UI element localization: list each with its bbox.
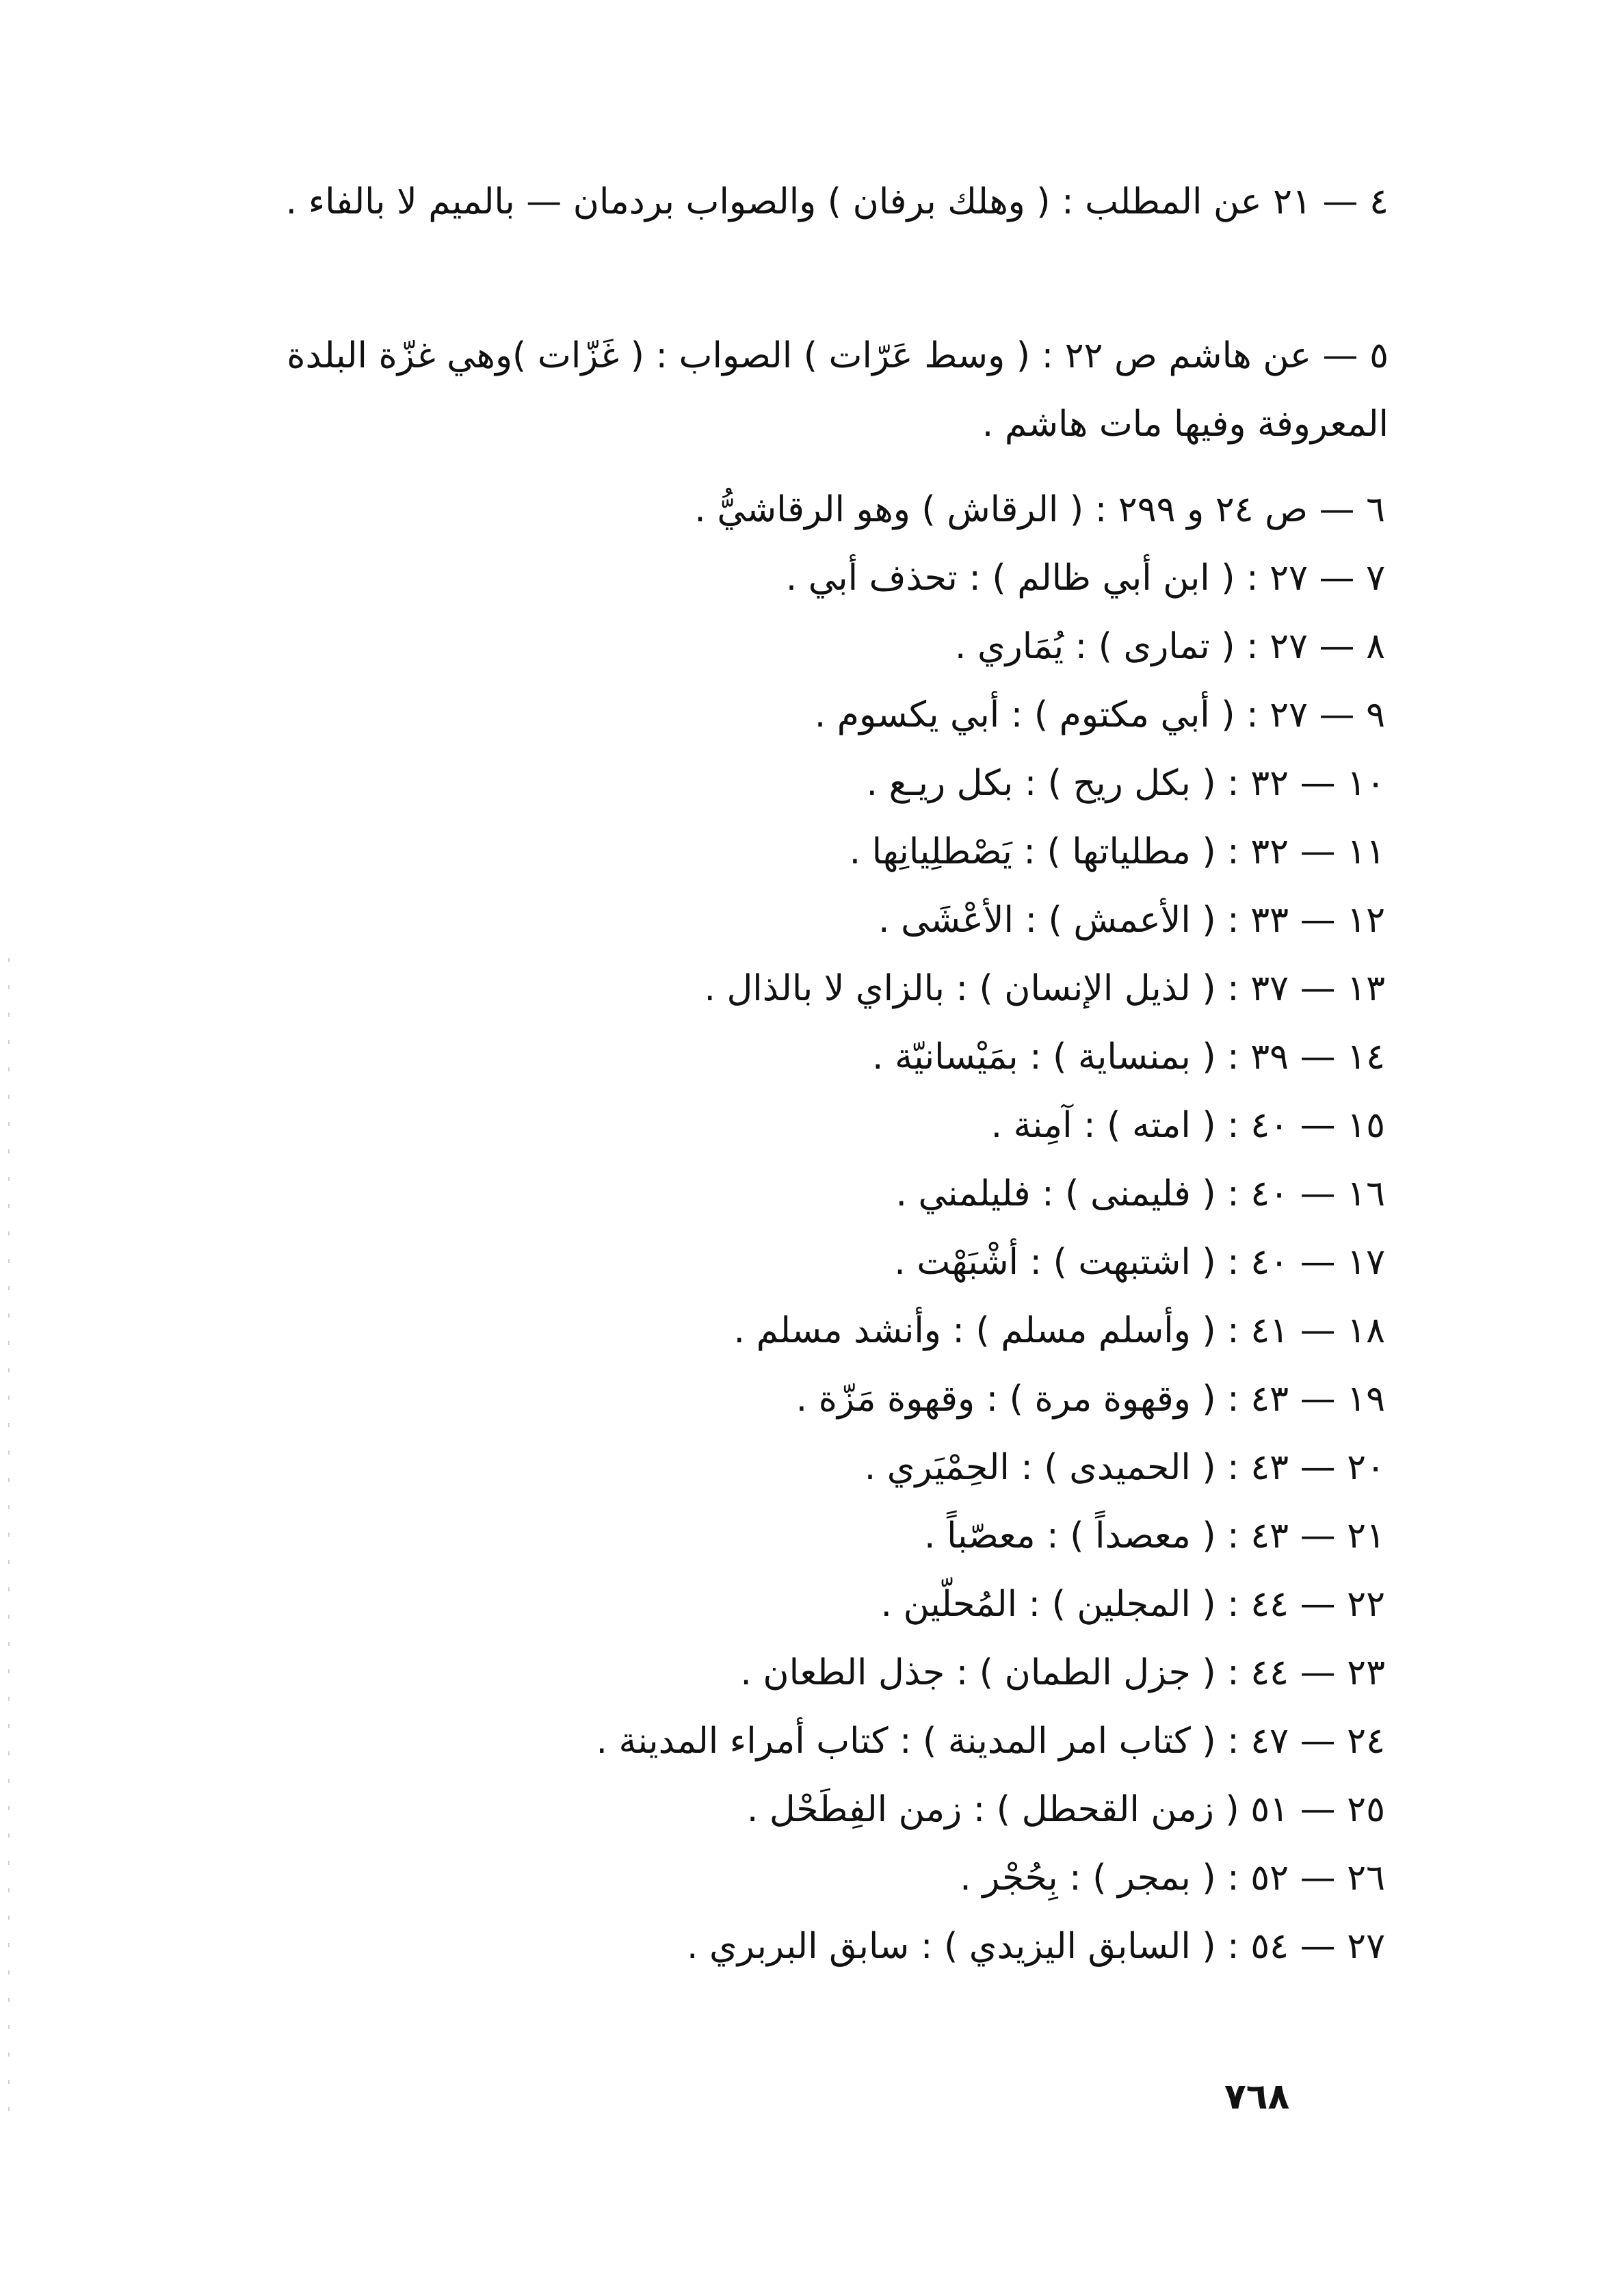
scan-edge-marks [8, 958, 10, 2121]
corrections-list [596, 475, 1386, 1981]
list-item: ٢٣ — ٤٤ : ( جزل الطمان ) : جذل الطعان . [740, 1652, 1385, 1693]
list-item: ٢٠ — ٤٣ : ( الحميدى ) : الحِمْيَري . [864, 1447, 1385, 1488]
list-item: ٧ — ٢٧ : ( ابن أبي ظالم ) : تحذف أبي . [785, 558, 1385, 599]
list-item: ٢٥ — ٥١ ( زمن القحطل ) : زمن الفِطَحْل . [746, 1789, 1385, 1830]
list-item: ١٩ — ٤٣ : ( وقهوة مرة ) : وقهوة مَزّة . [796, 1379, 1385, 1420]
correction-paragraph-5: ٥ — عن هاشم ص ٢٢ : ( وسط عَرّات ) الصواب : ( غَزّات )وهي غزّة البلدة المعروفة وفيها مات هاشم . [287, 335, 1389, 445]
list-item: ١٣ — ٣٧ : ( لذيل الإنسان ) : بالزاي لا بالذال . [704, 968, 1385, 1009]
list-item: ١١ — ٣٢ : ( مطلياتها ) : يَصْطلِيانِها . [849, 831, 1385, 872]
list-item: ٢٧ — ٥٤ : ( السابق اليزيدي ) : سابق البربري . [687, 1926, 1385, 1967]
list-item: ١٢ — ٣٣ : ( الأعمش ) : الأعْشَى . [878, 900, 1385, 941]
list-item: ١٥ — ٤٠ : ( امته ) : آمِنة . [990, 1105, 1385, 1146]
list-item: ١٧ — ٤٠ : ( اشتبهت ) : أشْبَهْت . [894, 1242, 1385, 1283]
list-item: ٦ — ص ٢٤ و ٢٩٩ : ( الرقاش ) وهو الرقاشيُّ . [694, 489, 1385, 530]
list-item: ١٨ — ٤١ : ( وأسلم مسلم ) : وأنشد مسلم . [733, 1310, 1385, 1351]
page-number: ٧٦٨ [1224, 2076, 1290, 2117]
list-item: ١٤ — ٣٩ : ( بمنساية ) : بمَيْسانيّة . [872, 1036, 1385, 1078]
list-item: ١٠ — ٣٢ : ( بكل ريح ) : بكل ريـع . [866, 763, 1385, 804]
list-item: ٩ — ٢٧ : ( أبي مكتوم ) : أبي يكسوم . [814, 694, 1385, 735]
list-item: ٢٢ — ٤٤ : ( المجلين ) : المُحلّين . [880, 1584, 1385, 1625]
list-item: ٢١ — ٤٣ : ( معصداً ) : معصّباً . [924, 1515, 1385, 1556]
list-item: ١٦ — ٤٠ : ( فليمنى ) : فليلمني . [895, 1173, 1385, 1214]
list-item: ٢٦ — ٥٢ : ( بمجر ) : بِحُجْر . [960, 1857, 1385, 1899]
list-item: ٨ — ٢٧ : ( تمارى ) : يُمَاري . [954, 626, 1385, 667]
list-item: ٢٤ — ٤٧ : ( كتاب امر المدينة ) : كتاب أمراء المدينة . [596, 1721, 1385, 1762]
correction-paragraph-4: ٤ — ٢١ عن المطلب : ( وهلك برفان ) والصواب بردمان — بالميم لا بالفاء . [285, 181, 1389, 222]
